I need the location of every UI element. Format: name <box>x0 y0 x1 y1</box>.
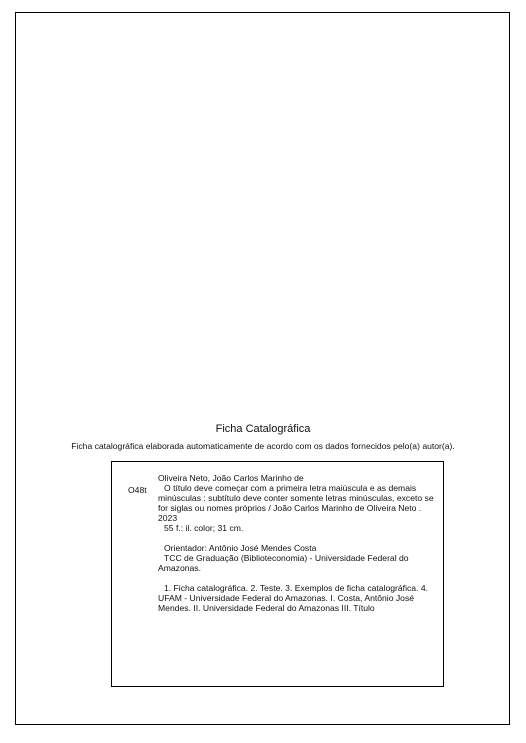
physical-description: 55 f.: il. color; 31 cm. <box>164 523 244 533</box>
call-number: O48t <box>128 485 147 495</box>
catalog-card-text <box>158 473 438 613</box>
thesis-note: TCC de Graduação (Biblioteconomia) - Universidade Federal do Amazonas. <box>158 553 409 573</box>
subject-tracings: 1. Ficha catalográfica. 2. Teste. 3. Exemplos de ficha catalográfica. 4. UFAM - Universidade Federal do Amazonas. I. Costa, Antônio José Mendes. II. Universidade Federal do Amazonas III. Título <box>158 583 429 613</box>
ficha-subtitle: Ficha catalográfica elaborada automaticamente de acordo com os dados fornecidos pelo(a) autor(a). <box>71 441 455 451</box>
author-entry: Oliveira Neto, João Carlos Marinho de <box>158 473 304 483</box>
title-statement-text: O título deve começar com a primeira letra maiúscula e as demais minúsculas : subtítulo deve conter somente letras minúsculas, exceto se for siglas ou nomes próprios / João Carlos Marinho de Oliveira Neto . 2023 <box>158 483 434 523</box>
ficha-title: Ficha Catalográfica <box>215 423 311 435</box>
title-statement <box>158 483 438 523</box>
advisor-note: Orientador: Antônio José Mendes Costa <box>164 543 317 553</box>
